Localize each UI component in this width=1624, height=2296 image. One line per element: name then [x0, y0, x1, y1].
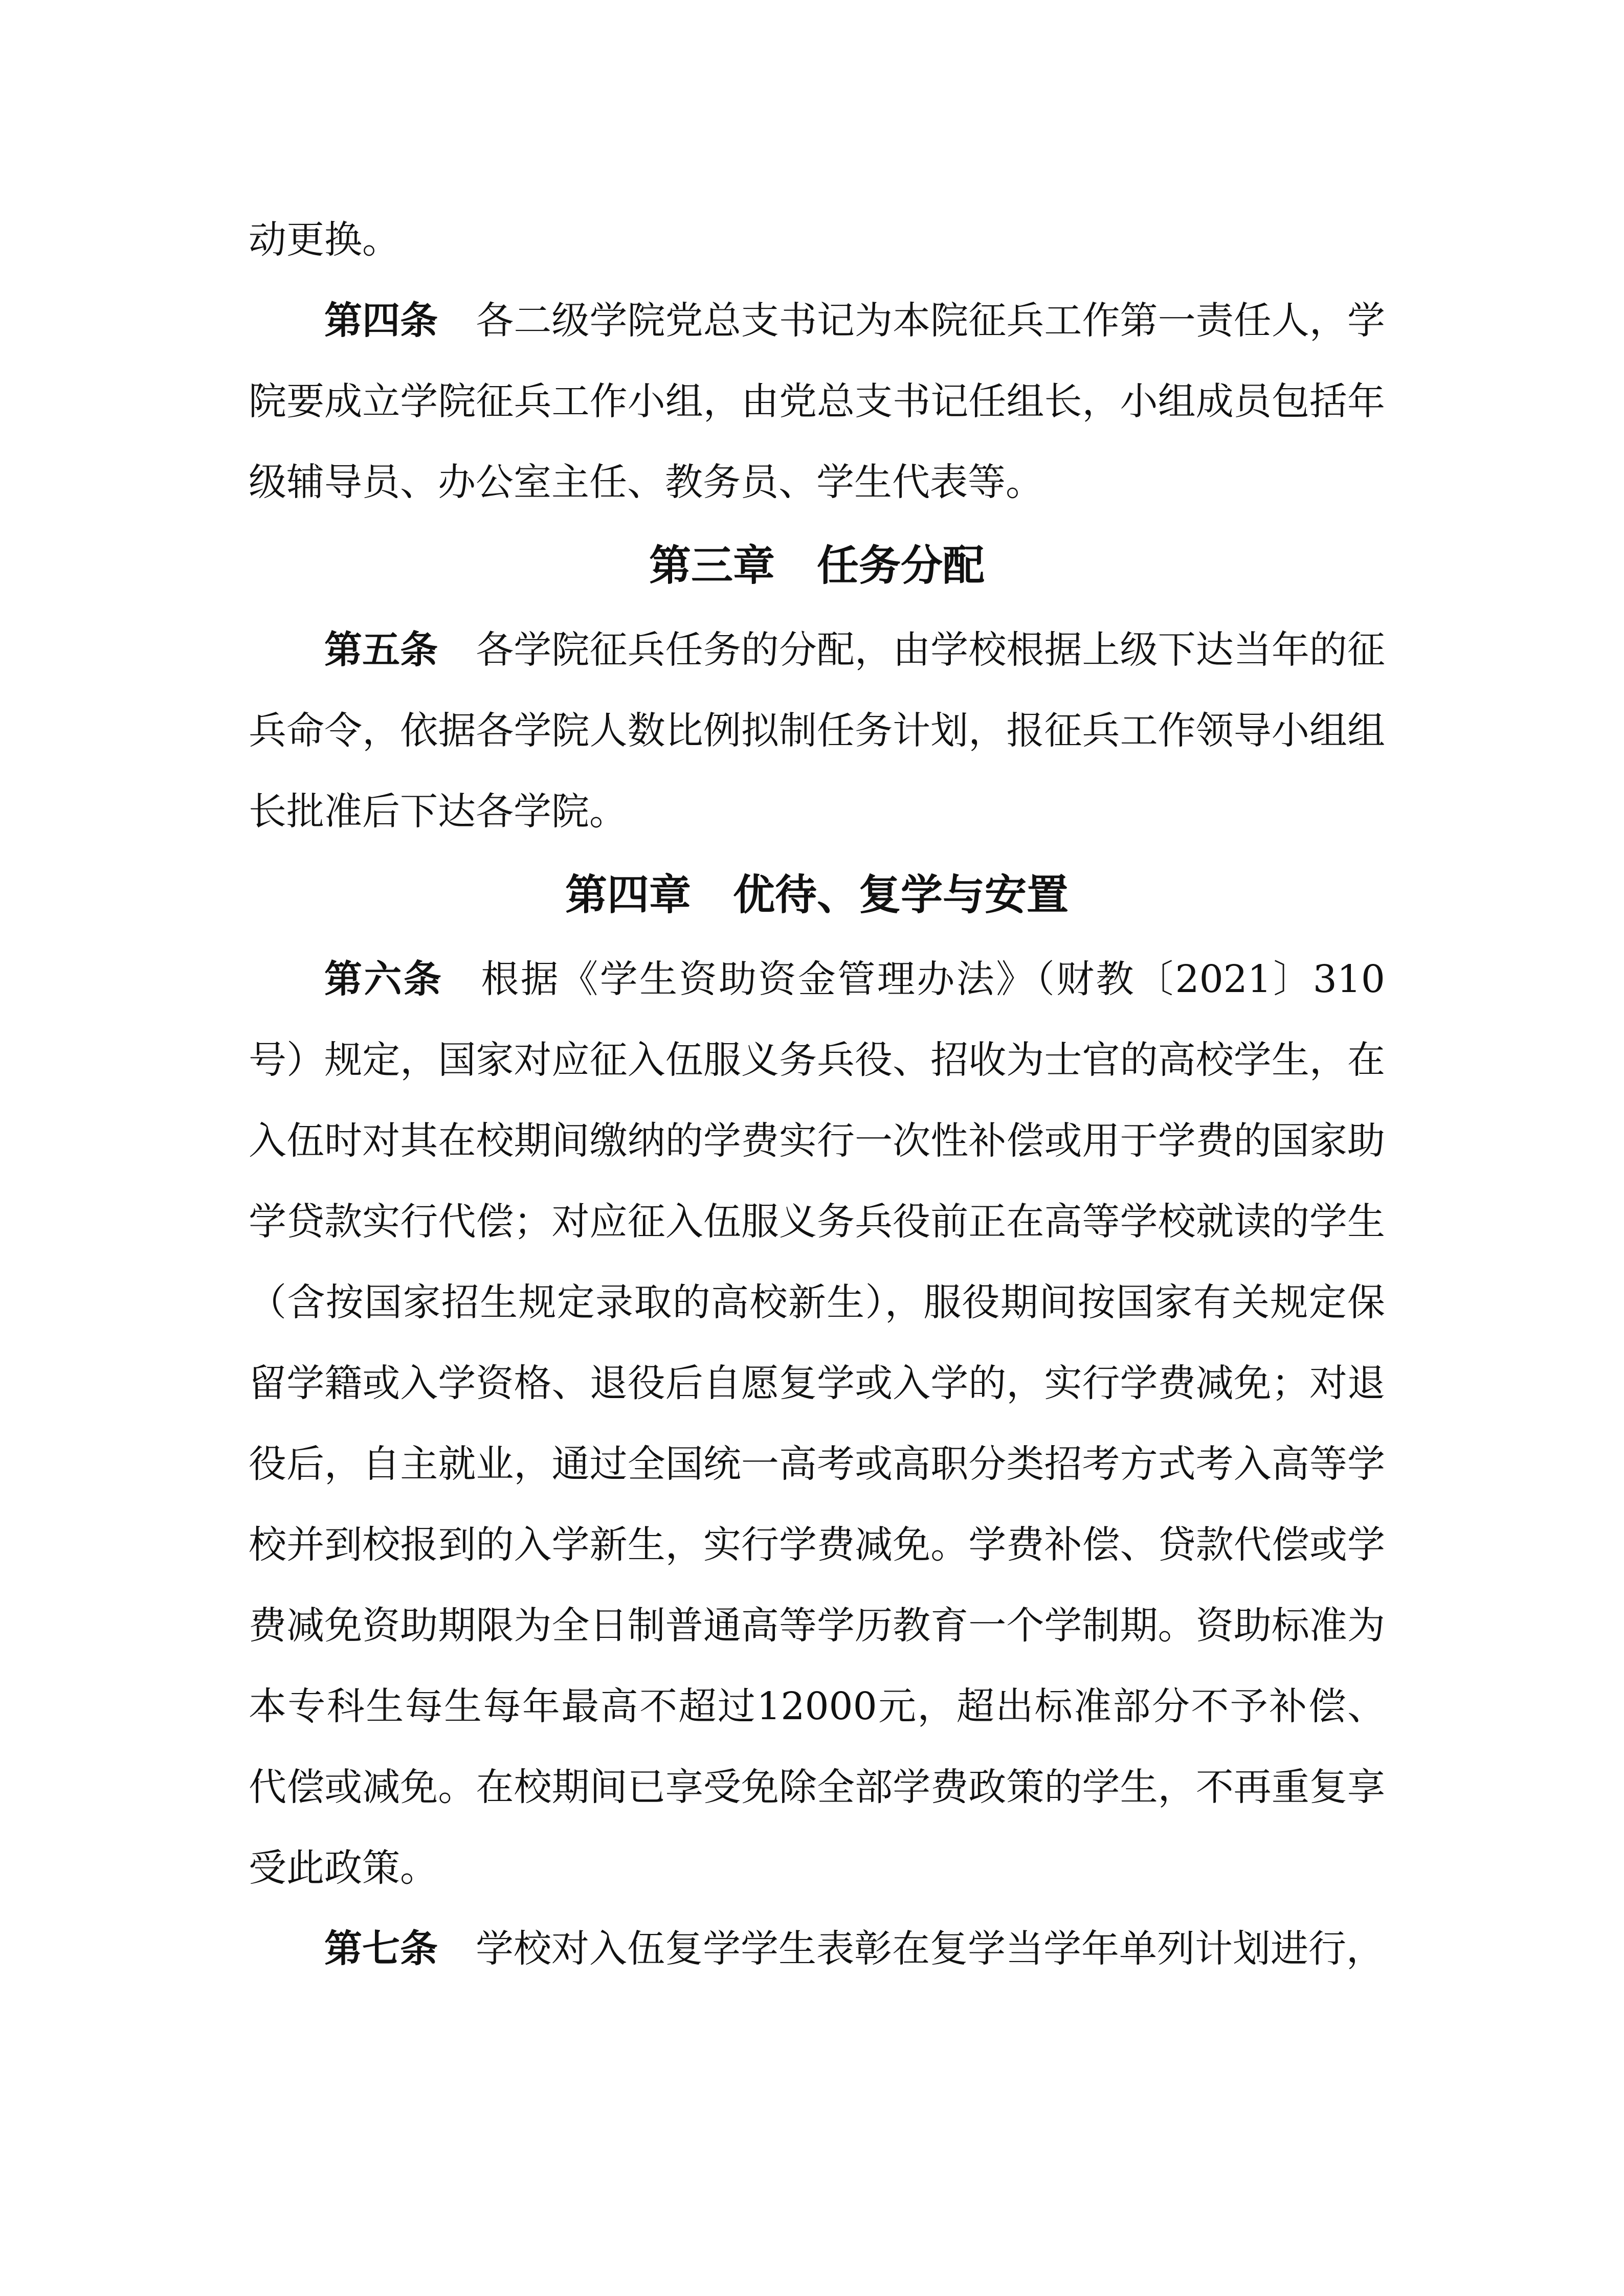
article-6: [249, 939, 1385, 1908]
chapter-4-heading: [249, 852, 1385, 939]
continued-paragraph: [249, 199, 1385, 280]
article-5: [249, 610, 1385, 852]
chapter-3-title: 任务分配: [817, 542, 985, 590]
article-4-number: 第四条: [324, 299, 438, 343]
article-5-text: 各学院征兵任务的分配，由学校根据上级下达当年的征兵命令，依据各学院人数比例拟制任务计划，报征兵工作领导小组组长批准后下达各学院。: [249, 628, 1386, 834]
article-4: [249, 280, 1385, 523]
chapter-3-heading: [249, 523, 1385, 610]
article-5-number: 第五条: [324, 628, 438, 672]
document-body: [249, 199, 1385, 1989]
article-7-number: 第七条: [324, 1927, 438, 1971]
chapter-4-title: 优待、复学与安置: [733, 871, 1069, 919]
article-6-number: 第六条: [324, 957, 443, 1001]
chapter-4-number: 第四章: [565, 871, 691, 919]
article-7-text: 学校对入伍复学学生表彰在复学当学年单列计划进行，: [476, 1927, 1384, 1971]
article-7: [249, 1908, 1385, 1989]
article-6-text: 根据《学生资助资金管理办法》（财教〔2021〕310号）规定，国家对应征入伍服义务兵役、招收为士官的高校学生，在入伍时对其在校期间缴纳的学费实行一次性补偿或用于学费的国家助学贷款实行代偿；对应征入伍服义务兵役前正在高等学校就读的学生（含按国家招生规定录取的高校新生），服役期间按国家有关规定保留学籍或入学资格、退役后自愿复学或入学的，实行学费减免；对退役后，自主就业，通过全国统一高考或高职分类招考方式考入高等学校并到校报到的入学新生，实行学费减免。学费补偿、贷款代偿或学费减免资助期限为全日制普通高等学历教育一个学制期。资助标准为本专科生每生每年最高不超过12000元，超出标准部分不予补偿、代偿或减免。在校期间已享受免除全部学费政策的学生，不再重复享受此政策。: [249, 957, 1385, 1890]
continued-text: 动更换。: [249, 218, 400, 262]
chapter-3-number: 第三章: [649, 542, 775, 590]
article-4-text: 各二级学院党总支书记为本院征兵工作第一责任人，学院要成立学院征兵工作小组，由党总支书记任组长，小组成员包括年级辅导员、办公室主任、教务员、学生代表等。: [249, 299, 1386, 504]
